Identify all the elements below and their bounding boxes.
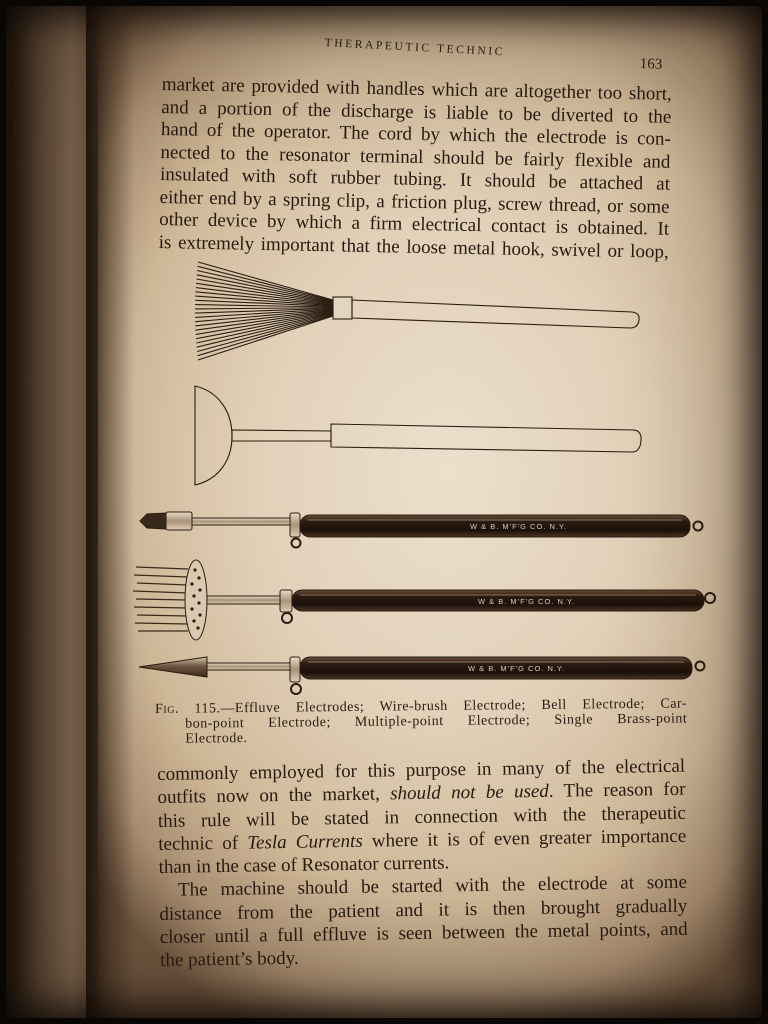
carbon-tip	[140, 513, 166, 529]
bristle	[196, 279, 333, 303]
wire-brush-handle	[352, 300, 639, 328]
single-brass-point-electrode	[139, 657, 705, 694]
bristle	[198, 315, 333, 355]
multiple-point-electrode	[133, 560, 715, 640]
carbon-ferrule	[166, 512, 192, 530]
brass-point-collar	[290, 657, 300, 682]
text-line: and a portion of the discharge is liable to be diverted to the	[161, 96, 672, 128]
text-segment: . The reason for	[548, 779, 686, 803]
multiple-point-end-ring	[705, 593, 715, 603]
figure-caption	[155, 696, 687, 747]
carbon-end-ring	[694, 522, 703, 531]
text-line: the patient’s body.	[159, 948, 299, 972]
multiple-point-hook-ring	[282, 613, 292, 623]
carbon-hook-ring	[292, 539, 301, 548]
handle-maker-mark: W & B. M'F'G CO. N.Y.	[470, 522, 568, 531]
bell-electrode	[195, 386, 641, 485]
bell-stem	[232, 430, 331, 441]
caption-text: —Effluve Electrodes; Wire-brush Electrode; Bell Electrode; Car-	[220, 696, 688, 717]
brass-point-end-ring	[696, 662, 705, 671]
text-line: distance from the patient and it is then brought gradually	[159, 895, 688, 925]
text-line: than in the case of Resonator currents.	[158, 852, 450, 879]
handle-maker-mark: W & B. M'F'G CO. N.Y.	[468, 664, 566, 673]
running-head: THERAPEUTIC TECHNIC	[324, 37, 506, 59]
italic-phrase: should not be used	[389, 781, 550, 805]
text-line: insulated with soft rubber tubing. It should be attached at	[159, 163, 671, 195]
facing-page-fragment: s	[9, 72, 16, 89]
text-line: market are provided with handles which are altogether too short,	[161, 74, 672, 105]
figure-label: Fig. 115.	[155, 701, 221, 717]
caption-line: Electrode.	[185, 731, 248, 747]
facing-page-fragment: d	[9, 96, 17, 113]
italic-phrase: Tesla Currents	[247, 830, 363, 854]
bell-cup	[195, 386, 232, 485]
text-line: other device by which a firm electrical contact is obtained. It	[159, 208, 670, 240]
wire-brush-electrode	[195, 262, 639, 360]
text-segment: outfits now on the market,	[157, 783, 391, 809]
brass-point-hook-ring	[291, 684, 301, 694]
text-line: this rule will be stated in connection with the therapeutic	[157, 802, 687, 832]
brass-point-rod	[207, 663, 291, 670]
carbon-rod	[192, 518, 292, 525]
multiple-point-rod	[207, 596, 283, 604]
wire-brush-ferrule	[333, 297, 352, 319]
multiple-point-pins	[133, 567, 188, 631]
text-line: commonly employed for this purpose in many of the electrical	[157, 755, 686, 785]
carbon-point-electrode	[140, 512, 703, 548]
carbon-collar	[290, 513, 300, 537]
bottom-text	[157, 755, 688, 973]
multiple-point-disc	[185, 560, 207, 640]
text-line: is extremely important that the loose metal hook, swivel or loop,	[158, 231, 669, 263]
page-number: 163	[639, 56, 663, 73]
bell-handle	[331, 424, 641, 452]
text-line: nected to the resonator terminal should be fairly flexible and	[160, 141, 671, 173]
brass-point-cone	[139, 657, 207, 677]
text-segment: where it is of even greater importance	[362, 825, 687, 852]
facing-page-fragment: l	[9, 121, 14, 138]
handle-maker-mark: W & B. M'F'G CO. N.Y.	[478, 597, 576, 606]
caption-line: bon-point Electrode; Multiple-point Electrode; Single Brass-point	[185, 711, 688, 732]
text-line: hand of the operator. The cord by which the electrode is con-	[160, 118, 672, 150]
text-segment: technic of	[158, 832, 248, 855]
text-line: closer until a full effluve is seen between the metal points, and	[159, 918, 688, 949]
text-line: either end by a spring clip, a friction plug, screw thread, or some	[159, 186, 670, 218]
wire-brush-bristles	[195, 262, 333, 360]
text-line: The machine should be started with the electrode at some	[177, 872, 688, 902]
multiple-point-collar	[280, 590, 292, 612]
